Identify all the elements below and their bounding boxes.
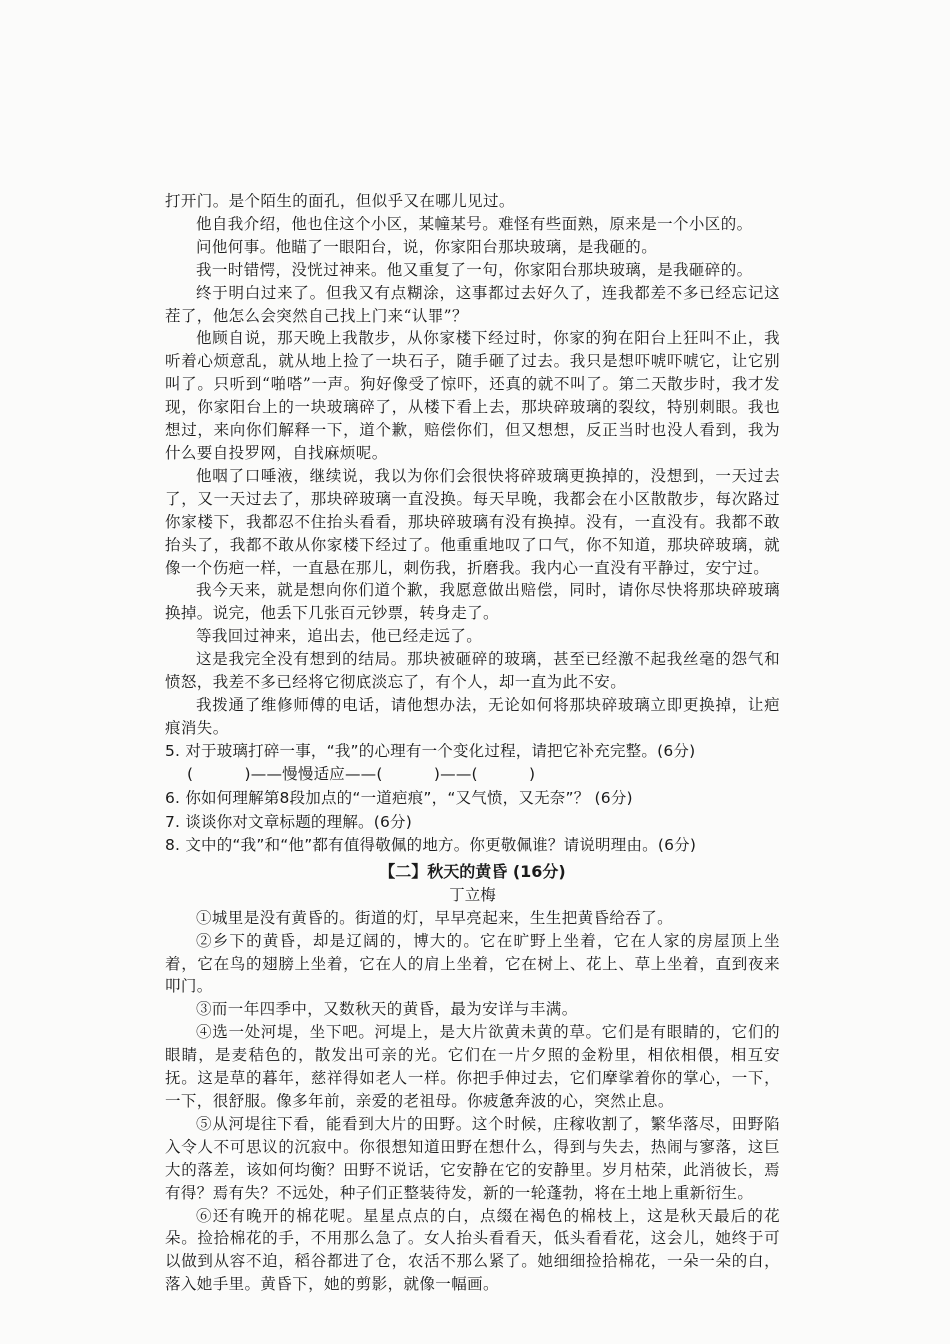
- story-paragraph: 他顾自说，那天晚上我散步，从你家楼下经过时，你家的狗在阳台上狂叫不止，我听着心烦意乱，就从地上捡了一块石子，随手砸了过去。我只是想吓唬吓唬它，让它别叫了。只听到“啪嗒”一声。狗好像受了惊吓，还真的就不叫了。第二天散步时，我才发现，你家阳台上的一块玻璃碎了，从楼下看上去，那块碎玻璃的裂纹，特别刺眼。我也想过，来向你们解释一下，道个歉，赔偿你们，但又想想，反正当时也没人看到，我为什么要自投罗网，自找麻烦呢。: [165, 329, 780, 462]
- story-paragraph: 问他何事。他瞄了一眼阳台，说，你家阳台那块玻璃，是我砸的。: [196, 237, 658, 256]
- story-paragraph: 我拨通了维修师傅的电话，请他想办法，无论如何将那块碎玻璃立即更换掉，让疤痕消失。: [165, 695, 780, 737]
- story-paragraph: ③而一年四季中，又数秋天的黄昏，最为安详与丰满。: [196, 1000, 578, 1019]
- story-paragraph: ②乡下的黄昏，却是辽阔的，博大的。它在旷野上坐着，它在人家的房屋顶上坐着，它在鸟的翅膀上坐着，它在人的肩上坐着，它在树上、花上、草上坐着，直到夜来叩门。: [165, 931, 780, 996]
- story-paragraph: 我今天来，就是想向你们道个歉，我愿意做出赔偿，同时，请你尽快将那块碎玻璃换掉。说完，他丢下几张百元钞票，转身走了。: [165, 581, 780, 623]
- author-name: 丁立梅: [449, 885, 496, 904]
- story-paragraph: ⑥还有晚开的棉花呢。星星点点的白，点缀在褐色的棉枝上，这是秋天最后的花朵。捡拾棉花的手，不用那么急了。女人抬头看看天，低头看看花，这会儿，她终于可以做到从容不迫，稻谷都进了仓，农活不那么紧了。她细细捡拾棉花，一朵一朵的白，落入她手里。黄昏下，她的剪影，就像一幅画。: [165, 1206, 780, 1294]
- story-paragraph: 我一时错愕，没恍过神来。他又重复了一句，你家阳台那块玻璃，是我砸碎的。: [196, 260, 753, 279]
- story-paragraph: ④选一处河堤，坐下吧。河堤上，是大片欲黄未黄的草。它们是有眼睛的，它们的眼睛，是麦秸色的，散发出可亲的光。它们在一片夕照的金粉里，相依相偎，相互安抚。这是草的暮年，慈祥得如老人一样。你把手伸过去，它们摩挲着你的掌心，一下，一下，很舒服。像多年前，亲爱的老祖母。你疲惫奔波的心，突然止息。: [165, 1023, 780, 1110]
- questions: [165, 740, 780, 858]
- story-paragraph: 这是我完全没有想到的结局。那块被砸碎的玻璃，甚至已经激不起我丝毫的怨气和愤怒，我差不多已经将它彻底淡忘了，有个人，却一直为此不安。: [165, 650, 780, 692]
- question-5-blanks: ( )——慢慢适应——( )——( ): [187, 765, 536, 784]
- story-paragraph: ⑤从河堤往下看，能看到大片的田野。这个时候，庄稼收割了，繁华落尽，田野陷入令人不可思议的沉寂中。你很想知道田野在想什么，得到与失去，热闹与寥落，这巨大的落差，该如何均衡？田野不说话，它安静在它的安静里。岁月枯荣，此消彼长，焉有得？焉有失？不远处，种子们正整装待发，新的一轮蓬勃，将在土地上重新衍生。: [165, 1114, 780, 1202]
- section-title: 【二】秋天的黄昏 (16分): [379, 861, 566, 881]
- story-paragraph: ①城里是没有黄昏的。街道的灯，早早亮起来，生生把黄昏给吞了。: [196, 908, 674, 927]
- question-7: 7. 谈谈你对文章标题的理解。(6分): [165, 812, 412, 831]
- story-paragraph: 他咽了口唾液，继续说，我以为你们会很快将碎玻璃更换掉的，没想到，一天过去了，又一天过去了，那块碎玻璃一直没换。每天早晚，我都会在小区散散步，每次路过你家楼下，我都忍不住抬头看看，那块碎玻璃有没有换掉。没有，一直没有。我都不敢抬头了，我都不敢从你家楼下经过了。他重重地叹了口气，你不知道，那块碎玻璃，就像一个伤疤一样，一直悬在那儿，刺伤我，折磨我。我内心一直没有平静过，安宁过。: [165, 466, 780, 577]
- question-8: 8. 文中的“我”和“他”都有值得敬佩的地方。你更敬佩谁？请说明理由。(6分): [165, 836, 697, 855]
- story-two: [165, 860, 780, 1296]
- question-6: 6. 你如何理解第8段加点的“一道疤痕”，“又气愤，又无奈”？ (6分): [165, 788, 633, 807]
- story-paragraph: 他自我介绍，他也住这个小区，某幢某号。难怪有些面熟，原来是一个小区的。: [196, 214, 753, 233]
- story-one: [165, 190, 780, 740]
- story-paragraph: 终于明白过来了。但我又有点糊涂，这事都过去好久了，连我都差不多已经忘记这茬了，他怎么会突然自己找上门来“认罪”？: [165, 283, 780, 325]
- question-5: 5. 对于玻璃打碎一事，“我”的心理有一个变化过程，请把它补充完整。(6分): [165, 741, 696, 760]
- story-paragraph: 等我回过神来，追出去，他已经走远了。: [196, 627, 483, 646]
- story-paragraph: 打开门。是个陌生的面孔，但似乎又在哪儿见过。: [165, 192, 515, 210]
